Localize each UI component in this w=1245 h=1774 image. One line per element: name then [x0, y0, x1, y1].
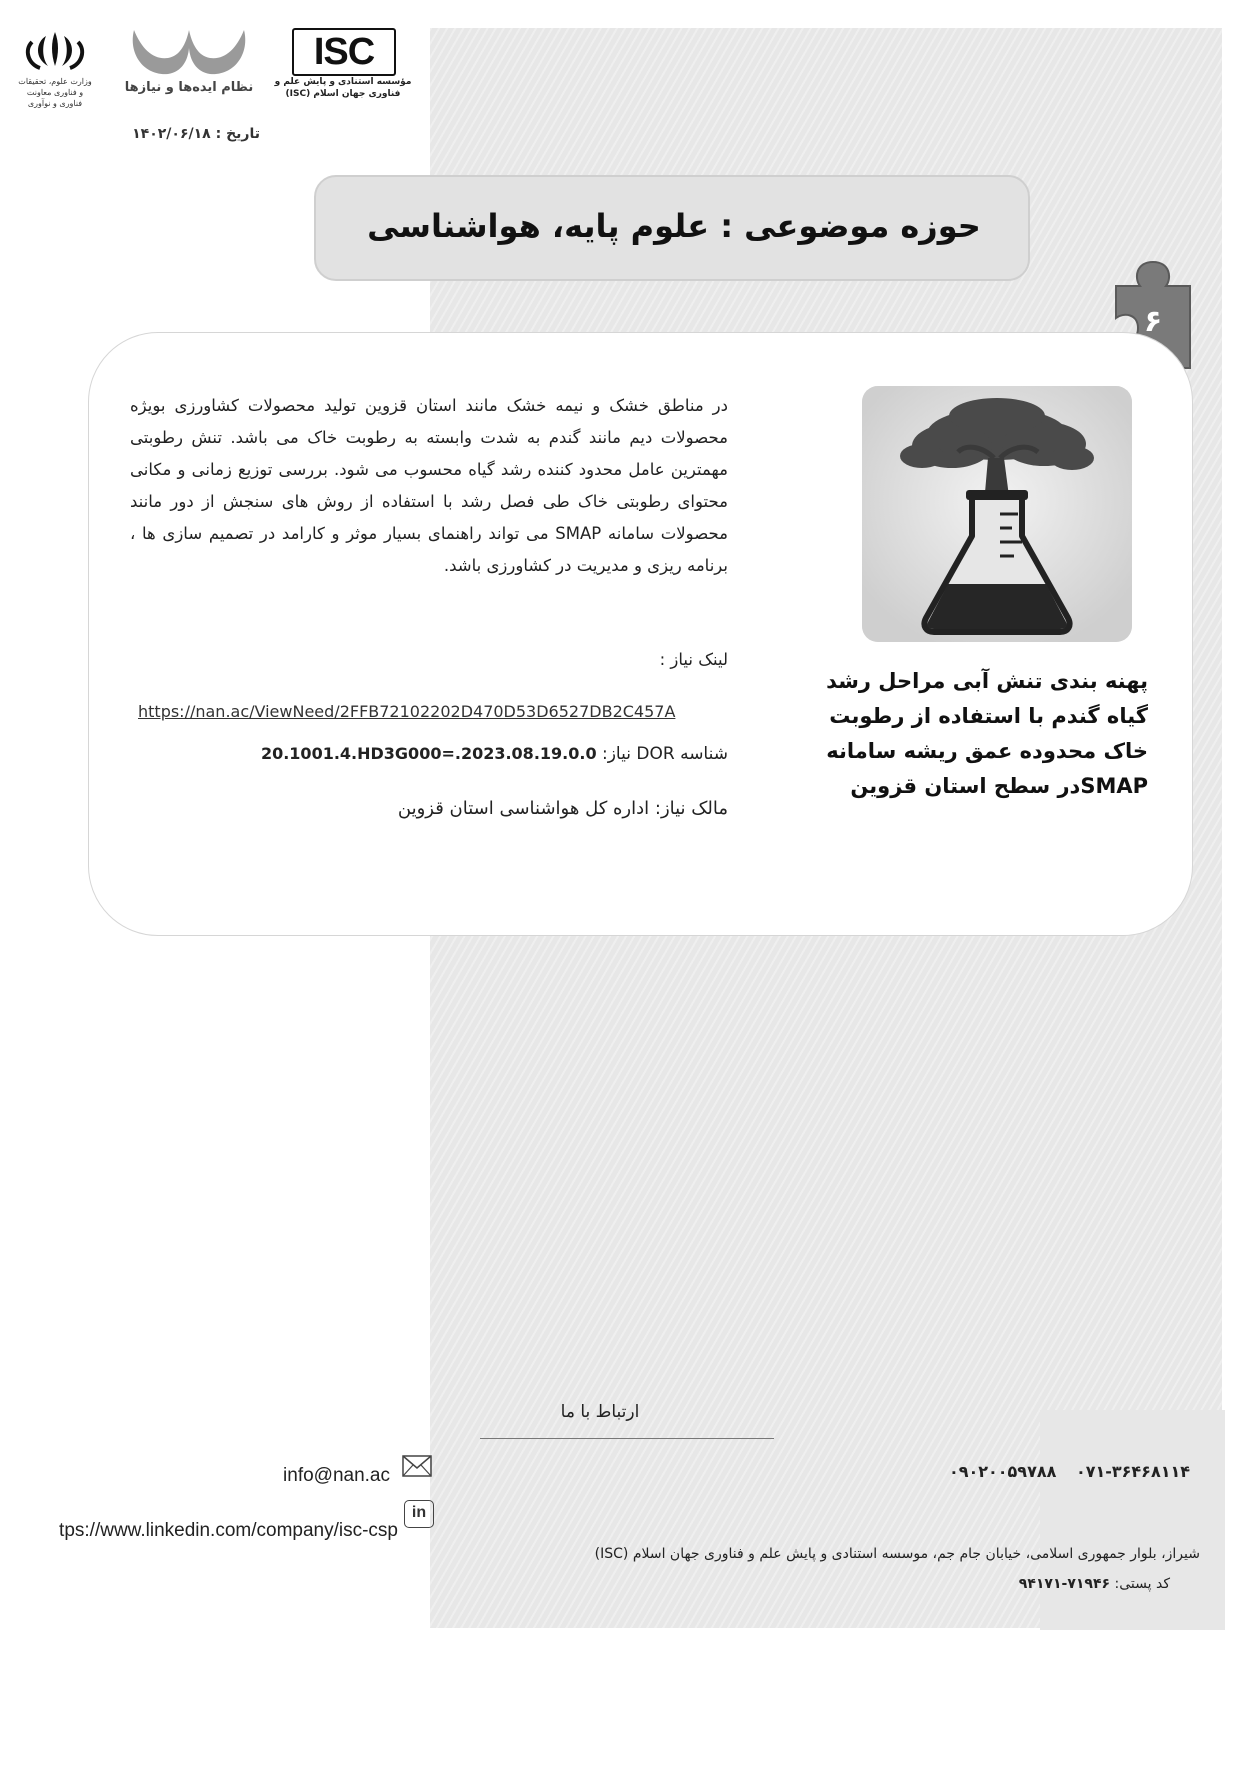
- item-number: ۶: [1143, 304, 1163, 339]
- date-label: تاریخ :: [215, 126, 260, 142]
- dor-value: 20.1001.4.HD3G000=.2023.08.19.0.0: [260, 744, 597, 763]
- nan-logo-mark: [124, 24, 254, 80]
- postal-value: ۷۱۹۴۶-۹۴۱۷۱: [1018, 1576, 1111, 1592]
- contact-email[interactable]: info@nan.ac: [283, 1465, 390, 1486]
- need-title: پهنه بندی تنش آبی مراحل رشد گیاه گندم با استفاده از رطوبت خاک محدوده عمق ریشه سامانه SMAPدر سطح استان قزوین: [826, 669, 1148, 798]
- contact-linkedin[interactable]: tps://www.linkedin.com/company/isc-csp: [59, 1520, 398, 1541]
- date-value: ۱۴۰۲/۰۶/۱۸: [132, 126, 211, 142]
- background-panel-extension: [1040, 1410, 1225, 1630]
- tree-in-flask-illustration: [862, 386, 1132, 642]
- emblem-icon: [18, 28, 92, 74]
- subject-title: حوزه موضوعی : علوم پایه، هواشناسی: [367, 207, 981, 245]
- isc-caption: مؤسسه استنادی و پایش علم و فناوری جهان اسلام (ISC): [274, 77, 412, 99]
- contact-divider: [480, 1438, 774, 1439]
- dor-label: شناسه DOR نیاز:: [601, 744, 728, 764]
- contact-phones: [900, 1462, 1190, 1481]
- subject-banner: [314, 175, 1030, 281]
- tree-in-flask-icon: [862, 386, 1132, 642]
- contact-address: شیراز، بلوار جمهوری اسلامی، خیابان جام جم، موسسه استنادی و پایش علم و فناوری جهان اسلام (ISC): [594, 1546, 1200, 1562]
- phone-number-2: ۰۷۱-۳۶۴۶۸۱۱۴: [1075, 1462, 1190, 1481]
- need-description: در مناطق خشک و نیمه خشک مانند استان قزوین تولید محصولات کشاورزی بویژه محصولات دیم مانند گندم به شدت وابسته به رطوبت خاک می باشد. تنش رطوبتی مهمترین عامل محدود کننده رشد گیاه محسوب می شود. بررسی توزیع زمانی و مکانی محتوای رطوبتی خاک طی فصل رشد با استفاده از روش های سنجش از دور مانند محصولات سامانه SMAP می تواند راهنمای بسیار موثر و کارامد در تصمیم سازی ها ، برنامه ریزی و مدیریت در کشاورزی باشد.: [130, 396, 728, 575]
- isc-logo-text: ISC: [292, 28, 396, 76]
- nan-caption: نظام ایده‌ها و نیازها: [124, 80, 254, 95]
- need-link[interactable]: https://nan.ac/ViewNeed/2FFB72102202D470D53D6527DB2C457A: [138, 702, 676, 721]
- emblem-caption: وزارت علوم، تحقیقات و فناوری معاونت فناوری و نوآوری: [18, 77, 92, 108]
- need-owner: [200, 798, 728, 819]
- owner-label: مالک نیاز:: [654, 798, 728, 819]
- owner-value: اداره کل هواشناسی استان قزوین: [397, 798, 650, 819]
- need-link-label: لینک نیاز :: [659, 650, 728, 669]
- envelope-icon: [402, 1455, 432, 1477]
- postal-code: [860, 1576, 1170, 1592]
- isc-logo: [268, 28, 418, 108]
- contact-heading: ارتباط با ما: [560, 1402, 640, 1422]
- dor-identifier: [200, 744, 728, 764]
- linkedin-icon: in: [404, 1500, 434, 1528]
- postal-label: کد پستی:: [1114, 1576, 1170, 1592]
- nan-logo: [124, 24, 254, 104]
- ministry-emblem-logo: [18, 28, 92, 112]
- date-line: [110, 126, 260, 142]
- phone-number-1: ۰۹۰۲۰۰۵۹۷۸۸: [948, 1462, 1057, 1481]
